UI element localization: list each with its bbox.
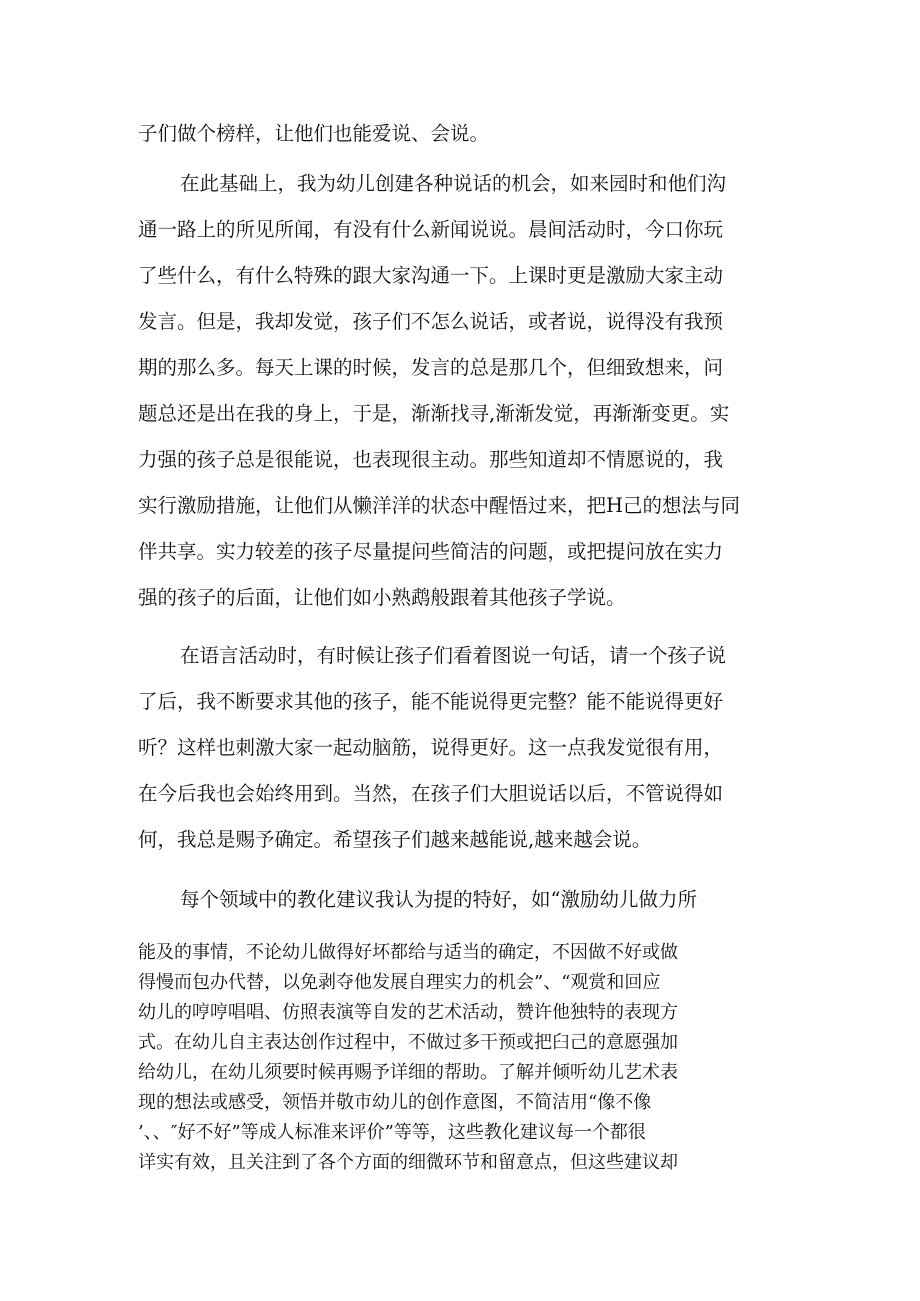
paragraph-4-line-1: 每个领域中的教化建议我认为提的特好，如“激励幼儿做力所 [180, 888, 697, 911]
paragraph-5-line-4: 式。在幼儿自主表达创作过程中，不做过多干预或把臼己的意愿强加 [138, 1032, 678, 1053]
paragraph-5-line-2: 得慢而包办代替，以免剥夺他发展自理实力的机会”、“观赏和回应 [138, 972, 661, 993]
paragraph-3-line-3: 听？这样也刺激大家一起动脑筋，说得更好。这一点我发觉很有用， [138, 736, 724, 759]
paragraph-3-line-4: 在今后我也会始终用到。当然，在孩子们大胆说话以后，不管说得如 [138, 782, 724, 805]
paragraph-1-line-1: 子们做个榜样，让他们也能爱说、会说。 [138, 122, 490, 145]
paragraph-2-line-3: 了些什么，有什么特殊的跟大家沟通一下。上课时更是激励大家主动 [138, 264, 724, 287]
paragraph-2-line-4: 发言。但是，我却发觉，孩子们不怎么说话，或者说，说得没有我预 [138, 310, 724, 333]
paragraph-3-line-2: 了后，我不断要求其他的孩子，能不能说得更完整？能不能说得更好 [138, 690, 724, 713]
paragraph-5-line-5: 给幼儿，在幼儿须要时候再赐予详细的帮助。了解并倾听幼儿艺术表 [138, 1062, 678, 1083]
paragraph-2-line-7: 力强的孩子总是很能说，也表现很主动。那些知道却不情愿说的，我 [138, 448, 724, 471]
paragraph-2-line-5: 期的那么多。每天上课的时候，发言的总是那几个，但细致想来，问 [138, 356, 724, 379]
paragraph-5-line-6: 现的想法或感受，领悟并敬市幼儿的创作意图，不简洁用“像不像 [138, 1092, 652, 1113]
paragraph-2-line-9: 伴共享。实力较差的孩子尽量提问些简洁的问题，或把提问放在实力 [138, 540, 724, 563]
paragraph-5-line-8: 详实有效，且关注到了各个方面的细微环节和留意点，但这些建议却 [138, 1152, 678, 1173]
paragraph-5-line-3: 幼儿的哼哼唱唱、仿照表演等自发的艺术活动，赞许他独特的表现方 [138, 1002, 678, 1023]
paragraph-5-line-7: ’、、″好不好”等成人标准来评价”等等，这些教化建议每一个都很 [138, 1122, 646, 1143]
paragraph-2-line-6: 题总还是出在我的身上，于是，渐渐找寻,渐渐发觉，再渐渐变更。实 [138, 402, 730, 425]
paragraph-2-line-1: 在此基础上，我为幼儿创建各种说话的机会，如来园时和他们沟 [180, 172, 727, 195]
paragraph-3-line-5: 何，我总是赐予确定。希望孩子们越来越能说,越来越会说。 [138, 828, 652, 851]
paragraph-3-line-1: 在语言活动时，有时候让孩子们看着图说一句话，请一个孩子说 [180, 644, 727, 667]
paragraph-5-line-1: 能及的事情，不论幼儿做得好坏都给与适当的确定，不因做不好或做 [138, 942, 678, 963]
paragraph-2-line-10: 强的孩子的后面，让他们如小熟鹉般跟着其他孩子学说。 [138, 586, 626, 609]
paragraph-2-line-2: 通一路上的所见所闻，有没有什么新闻说说。晨间活动时，今口你玩 [138, 218, 724, 241]
paragraph-2-line-8: 实行激励措施，让他们从懒洋洋的状态中醒悟过来，把H己的想法与同 [138, 494, 741, 517]
